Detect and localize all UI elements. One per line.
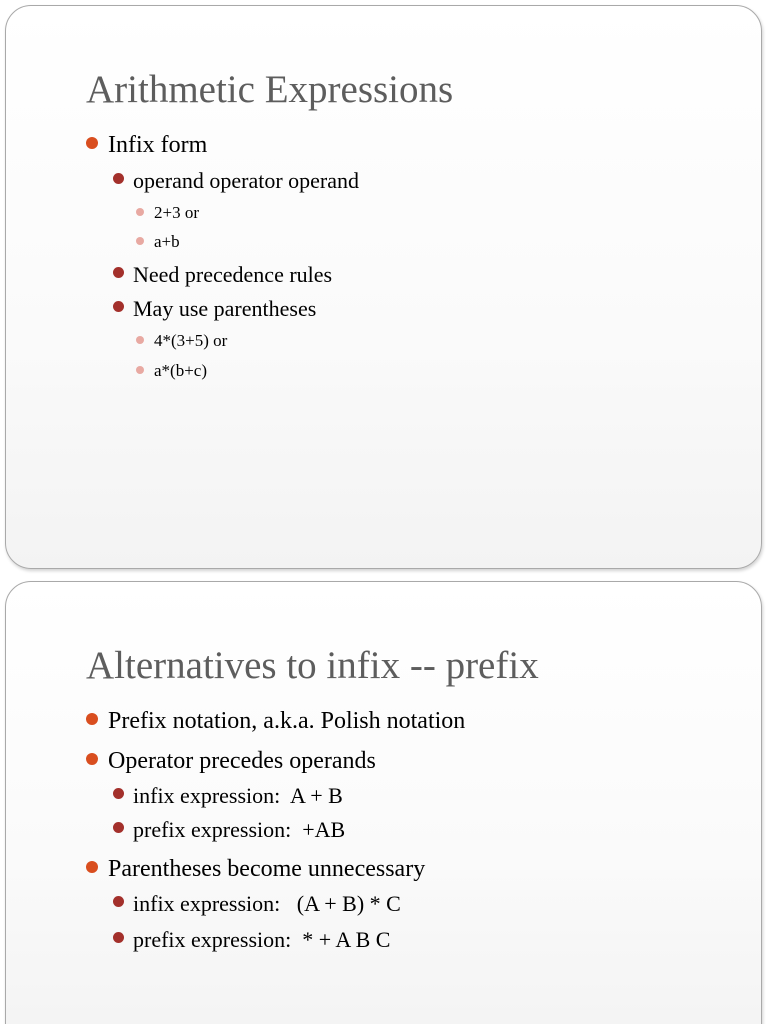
bullet-text: Parentheses become unnecessary — [108, 856, 426, 882]
sub-bullet-item — [133, 785, 343, 807]
bullet-text: prefix expression: +AB — [133, 817, 346, 842]
bullet-text: a*(b+c) — [154, 361, 208, 380]
sub-sub-bullet-item — [154, 204, 199, 221]
slide-alternatives-to-infix-prefix — [5, 581, 762, 1024]
bullet-text: infix expression: A + B — [133, 783, 343, 808]
bullet-dot-icon — [113, 788, 124, 799]
bullet-dot-icon — [136, 336, 144, 344]
bullet-text: May use parentheses — [133, 296, 317, 321]
sub-sub-bullet-item — [154, 233, 180, 250]
bullet-dot-icon — [113, 932, 124, 943]
bullet-item — [108, 857, 425, 881]
sub-bullet-item — [133, 893, 401, 915]
bullet-text: 4*(3+5) or — [154, 331, 228, 350]
bullet-dot-icon — [113, 822, 124, 833]
bullet-dot-icon — [136, 208, 144, 216]
bullet-text: Need precedence rules — [133, 262, 333, 287]
sub-bullet-item — [133, 264, 332, 286]
bullet-item — [108, 133, 207, 157]
bullet-dot-icon — [86, 753, 98, 765]
bullet-text: Operator precedes operands — [108, 748, 376, 774]
bullet-dot-icon — [113, 301, 124, 312]
bullet-text: prefix expression: * + A B C — [133, 927, 391, 952]
sub-bullet-item — [133, 298, 316, 320]
bullet-text: operand operator operand — [133, 168, 360, 193]
sub-bullet-item — [133, 819, 345, 841]
sub-sub-bullet-item — [154, 362, 207, 379]
bullet-item — [108, 749, 376, 773]
bullet-text: infix expression: (A + B) * C — [133, 891, 401, 916]
bullet-text: 2+3 or — [154, 203, 199, 222]
sub-sub-bullet-item — [154, 332, 227, 349]
bullet-text: Prefix notation, a.k.a. Polish notation — [108, 708, 466, 734]
bullet-text: a+b — [154, 232, 180, 251]
sub-bullet-item — [133, 170, 359, 192]
bullet-dot-icon — [86, 861, 98, 873]
slide-arithmetic-expressions — [5, 5, 762, 569]
slide-title: Alternatives to infix -- prefix — [86, 644, 539, 687]
bullet-dot-icon — [113, 173, 124, 184]
bullet-dot-icon — [136, 237, 144, 245]
bullet-dot-icon — [86, 137, 98, 149]
bullet-item — [108, 709, 465, 733]
bullet-dot-icon — [113, 267, 124, 278]
bullet-dot-icon — [86, 713, 98, 725]
slide-title: Arithmetic Expressions — [86, 68, 454, 111]
sub-bullet-item — [133, 929, 390, 951]
bullet-dot-icon — [136, 366, 144, 374]
bullet-text: Infix form — [108, 132, 208, 158]
bullet-dot-icon — [113, 896, 124, 907]
